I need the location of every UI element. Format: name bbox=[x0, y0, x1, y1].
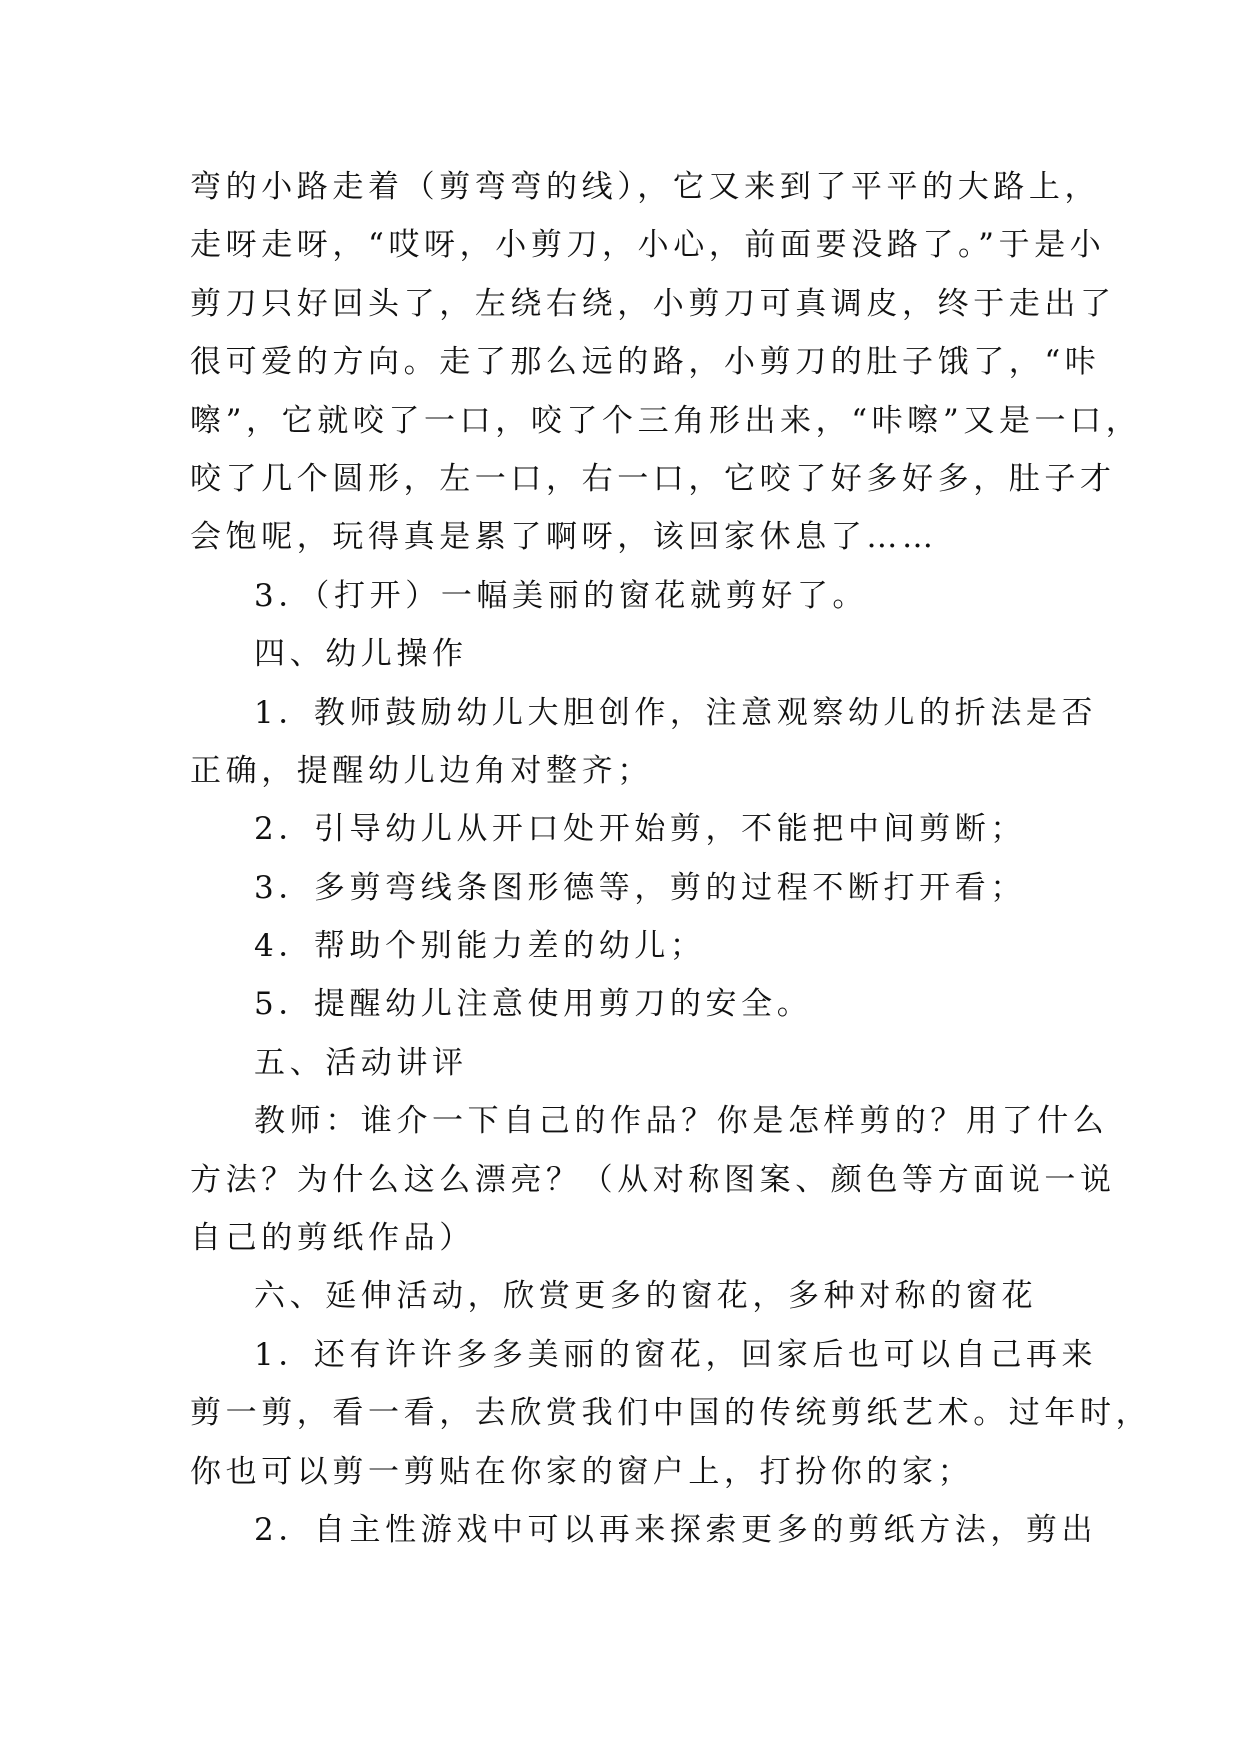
text-line: 方法？为什么这么漂亮？（从对称图案、颜色等方面说一说 bbox=[190, 1161, 1116, 1198]
text-line: 剪刀只好回头了，左绕右绕，小剪刀可真调皮，终于走出了 bbox=[190, 285, 1116, 322]
section-heading: 六、延伸活动，欣赏更多的窗花，多种对称的窗花 bbox=[254, 1278, 1038, 1315]
step-item: 4．帮助个别能力差的幼儿； bbox=[254, 928, 706, 965]
paragraph-start: 教师：谁介一下自己的作品？你是怎样剪的？用了什么 bbox=[254, 1103, 1109, 1140]
text-line: 嚓”，它就咬了一口，咬了个三角形出来，“咔嚓”又是一口， bbox=[190, 402, 1142, 439]
step-item: 1．还有许许多多美丽的窗花，回家后也可以自己再来 bbox=[254, 1336, 1098, 1373]
document-body bbox=[190, 158, 1152, 1559]
text-line: 会饱呢，玩得真是累了啊呀，该回家休息了…… bbox=[190, 519, 938, 556]
text-line: 咬了几个圆形，左一口，右一口，它咬了好多好多，肚子才 bbox=[190, 460, 1116, 497]
section-heading: 五、活动讲评 bbox=[254, 1044, 468, 1081]
section-heading: 四、幼儿操作 bbox=[254, 636, 468, 673]
step-item: 2．引导幼儿从开口处开始剪，不能把中间剪断； bbox=[254, 811, 1026, 848]
text-line: 弯的小路走着（剪弯弯的线），它又来到了平平的大路上， bbox=[190, 169, 1101, 205]
text-line: 自己的剪纸作品） bbox=[190, 1220, 475, 1257]
text-line: 很可爱的方向。走了那么远的路，小剪刀的肚子饿了，“咔 bbox=[190, 344, 1101, 381]
text-line: 剪一剪，看一看，去欣赏我们中国的传统剪纸艺术。过年时， bbox=[190, 1395, 1152, 1432]
step-item: 3．（打开）一幅美丽的窗花就剪好了。 bbox=[254, 577, 869, 614]
text-line: 走呀走呀，“哎呀，小剪刀，小心，前面要没路了。”于是小 bbox=[190, 227, 1106, 264]
step-item: 3．多剪弯线条图形德等，剪的过程不断打开看； bbox=[254, 869, 1026, 906]
step-item: 5．提醒幼儿注意使用剪刀的安全。 bbox=[254, 986, 813, 1023]
text-line: 正确，提醒幼儿边角对整齐； bbox=[190, 752, 653, 789]
step-item: 2．自主性游戏中可以再来探索更多的剪纸方法，剪出 bbox=[254, 1511, 1098, 1548]
text-line: 你也可以剪一剪贴在你家的窗户上，打扮你的家； bbox=[190, 1453, 974, 1490]
step-item: 1．教师鼓励幼儿大胆创作，注意观察幼儿的折法是否 bbox=[254, 694, 1098, 731]
